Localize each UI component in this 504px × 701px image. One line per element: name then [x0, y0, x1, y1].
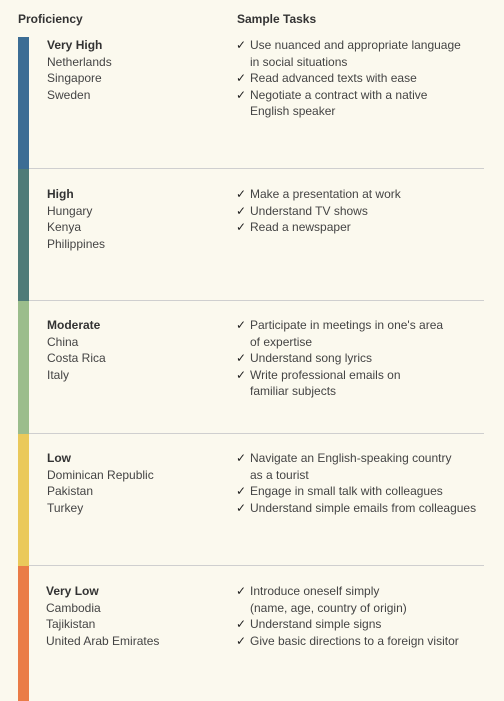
task-item — [236, 350, 498, 367]
check-icon: ✓ — [236, 617, 247, 631]
check-icon: ✓ — [236, 367, 247, 382]
task-item — [236, 583, 498, 616]
task-list — [236, 317, 498, 400]
task-item — [236, 87, 498, 120]
level-name: Very Low — [46, 584, 99, 598]
task-item — [236, 70, 498, 87]
task-text: Understand simple emails from colleagues — [250, 500, 477, 515]
task-item — [236, 483, 498, 500]
task-list — [236, 37, 498, 120]
check-icon: ✓ — [236, 220, 247, 234]
band-low — [0, 434, 504, 566]
task-text: Understand simple signs — [250, 617, 382, 631]
level-name: Moderate — [47, 318, 101, 332]
task-text: Read a newspaper — [250, 220, 351, 234]
level-block — [47, 186, 105, 252]
country: Italy — [47, 367, 70, 382]
country: Pakistan — [47, 484, 94, 498]
task-text: Use nuanced and appropriate language in social situations — [250, 38, 461, 69]
task-text: Understand song lyrics — [250, 351, 373, 365]
task-text: Give basic directions to a foreign visitor — [250, 633, 459, 648]
country: Netherlands — [47, 54, 112, 69]
check-icon: ✓ — [236, 187, 247, 201]
table-header — [0, 12, 504, 30]
task-item — [236, 633, 498, 650]
task-text: Engage in small talk with colleagues — [250, 484, 443, 498]
level-name: Very High — [47, 38, 103, 52]
color-bar-very-low — [18, 566, 29, 701]
task-text: Negotiate a contract with a native English speaker — [250, 87, 428, 118]
level-block — [47, 450, 154, 516]
band-very-high — [0, 37, 504, 169]
task-text: Understand TV shows — [250, 203, 368, 218]
level-block — [47, 37, 112, 103]
country: Costa Rica — [47, 351, 106, 365]
check-icon: ✓ — [236, 38, 247, 52]
country: Kenya — [47, 220, 82, 234]
task-item — [236, 367, 498, 400]
task-list — [236, 583, 498, 649]
task-list — [236, 450, 498, 516]
check-icon: ✓ — [236, 71, 247, 85]
task-item — [236, 203, 498, 220]
country: Singapore — [47, 71, 102, 85]
level-name: Low — [47, 451, 71, 465]
task-text: Write professional emails on familiar subjects — [250, 367, 401, 398]
check-icon: ✓ — [236, 451, 247, 465]
check-icon: ✓ — [236, 351, 247, 365]
task-item — [236, 616, 498, 633]
check-icon: ✓ — [236, 633, 247, 648]
color-bar-high — [18, 169, 29, 301]
color-bar-very-high — [18, 37, 29, 169]
band-very-low — [0, 566, 504, 701]
task-item — [236, 450, 498, 483]
check-icon: ✓ — [236, 484, 247, 498]
level-name: High — [47, 187, 74, 201]
country: Sweden — [47, 87, 91, 102]
task-text: Make a presentation at work — [250, 187, 401, 201]
header-proficiency: Proficiency — [18, 12, 83, 26]
level-block — [46, 583, 159, 649]
band-high — [0, 169, 504, 301]
country: Turkey — [47, 500, 84, 515]
task-item — [236, 219, 498, 236]
task-text: Participate in meetings in one's area of expertise — [250, 318, 444, 349]
country: United Arab Emirates — [46, 633, 160, 648]
task-item — [236, 500, 498, 517]
task-list — [236, 186, 498, 236]
check-icon: ✓ — [236, 87, 247, 102]
country: China — [47, 334, 79, 349]
task-text: Navigate an English-speaking country as a tourist — [250, 451, 452, 482]
check-icon: ✓ — [236, 584, 247, 598]
level-block — [47, 317, 106, 383]
check-icon: ✓ — [236, 500, 247, 515]
country: Tajikistan — [46, 617, 96, 631]
check-icon: ✓ — [236, 203, 247, 218]
task-item — [236, 37, 498, 70]
task-item — [236, 186, 498, 203]
color-bar-low — [18, 434, 29, 566]
task-text: Read advanced texts with ease — [250, 71, 417, 85]
country: Hungary — [47, 203, 93, 218]
color-bar-moderate — [18, 301, 29, 434]
country: Cambodia — [46, 600, 101, 615]
band-moderate — [0, 301, 504, 434]
task-text: Introduce oneself simply (name, age, country of origin) — [250, 584, 407, 615]
task-item — [236, 317, 498, 350]
country: Philippines — [47, 236, 106, 251]
check-icon: ✓ — [236, 318, 247, 332]
header-sample-tasks: Sample Tasks — [237, 12, 317, 26]
country: Dominican Republic — [47, 467, 154, 482]
